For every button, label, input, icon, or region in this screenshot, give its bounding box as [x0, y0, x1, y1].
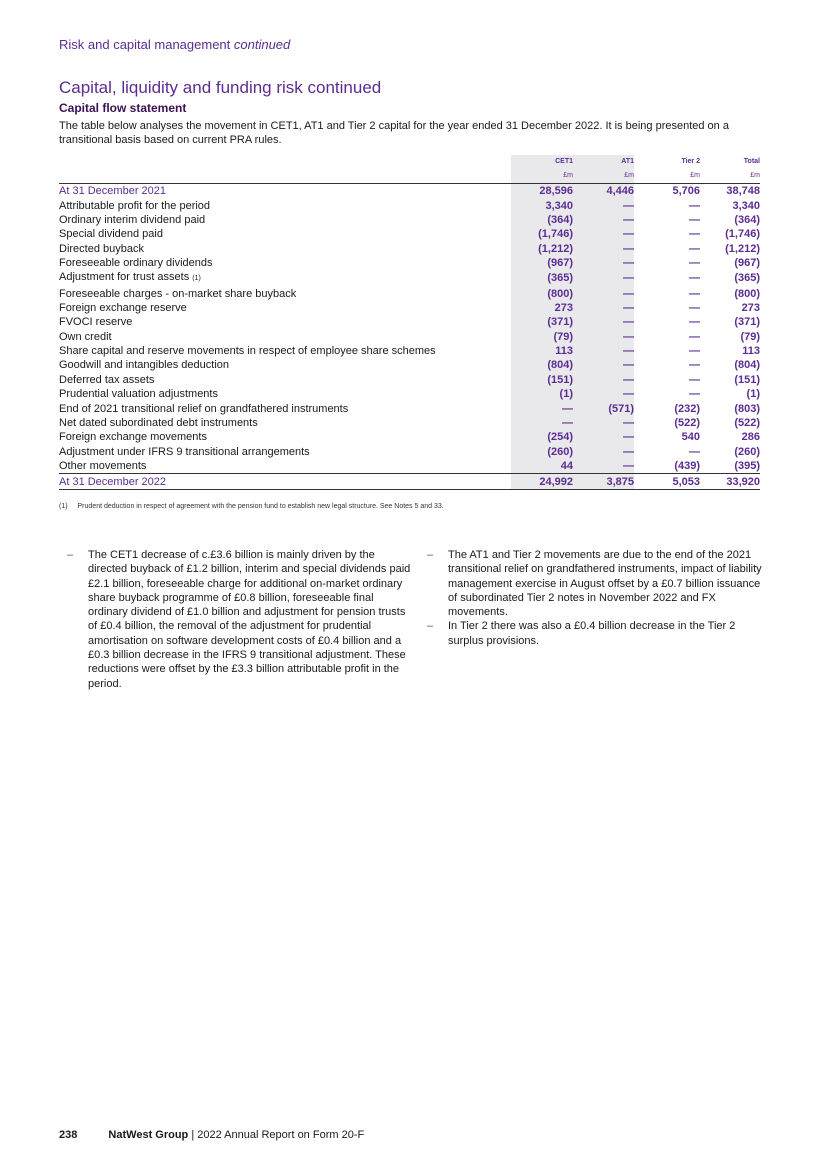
- cell-total: 33,920: [700, 474, 760, 489]
- cell-tier2: —: [689, 359, 700, 372]
- cell-cet1: (371): [547, 316, 573, 329]
- row-label: [59, 301, 511, 315]
- cell-total: (365): [734, 272, 760, 285]
- cell-at1: (571): [608, 402, 634, 415]
- cell-tier2: —: [689, 445, 700, 458]
- cell-at1: —: [623, 287, 634, 300]
- commentary-right-column: [427, 548, 772, 648]
- cell-cet1: (79): [553, 330, 573, 343]
- table-row: [59, 387, 760, 401]
- cell-at1: —: [623, 272, 634, 285]
- cell-tier2: —: [689, 330, 700, 343]
- row-label: [59, 256, 511, 270]
- cell-at1: —: [623, 213, 634, 226]
- cell-at1: —: [623, 316, 634, 329]
- intro-paragraph: The table below analyses the movement in CET1, AT1 and Tier 2 capital for the year ended 31 December 2022. It is being presented on a transitional basis based on current PRA rules.: [59, 120, 729, 146]
- cell-total: (1,212): [725, 242, 760, 255]
- table-row: [59, 242, 760, 256]
- row-label: [59, 242, 511, 256]
- cell-total: (151): [734, 373, 760, 386]
- row-label: [59, 373, 511, 387]
- cell-at1: —: [623, 445, 634, 458]
- row-label: [59, 315, 511, 329]
- footer-separator: |: [188, 1129, 198, 1141]
- row-label: [59, 459, 511, 474]
- cell-at1: —: [623, 359, 634, 372]
- brand-name: NatWest Group: [108, 1129, 189, 1141]
- table-row: [59, 315, 760, 329]
- row-label: [59, 387, 511, 401]
- closing-balance-row: [59, 474, 760, 489]
- bullet-dash: –: [427, 549, 434, 561]
- table-row: [59, 270, 760, 286]
- cell-total: (804): [734, 359, 760, 372]
- row-label: [59, 286, 511, 300]
- cell-total: (800): [734, 287, 760, 300]
- table-row: [59, 213, 760, 227]
- row-label-text: Ordinary interim dividend paid: [59, 213, 206, 226]
- unit-tier2: £m: [690, 172, 700, 179]
- table-row: [59, 459, 760, 474]
- row-label: [59, 198, 511, 212]
- capital-flow-table: [59, 155, 760, 490]
- cell-cet1: (260): [547, 445, 573, 458]
- row-label-text: Foreign exchange reserve: [59, 301, 187, 314]
- cell-total: 286: [741, 431, 760, 444]
- row-label: [59, 330, 511, 344]
- table-row: [59, 227, 760, 241]
- cell-cet1: (254): [547, 431, 573, 444]
- cell-at1: —: [623, 373, 634, 386]
- row-label: At 31 December 2022: [59, 474, 511, 489]
- row-label-text: Own credit: [59, 330, 112, 343]
- cell-total: (1): [746, 388, 760, 401]
- section-title: Capital, liquidity and funding risk continued: [59, 78, 382, 97]
- cell-total: (260): [734, 445, 760, 458]
- cell-tier2: —: [689, 388, 700, 401]
- cell-at1: —: [623, 388, 634, 401]
- table-row: [59, 401, 760, 415]
- cell-tier2: —: [689, 228, 700, 241]
- cell-tier2: —: [689, 287, 700, 300]
- opening-balance-row: [59, 184, 760, 199]
- cell-tier2: 5,706: [634, 184, 700, 199]
- row-label-text: Foreseeable ordinary dividends: [59, 257, 213, 270]
- cell-cet1: (1,212): [538, 242, 573, 255]
- unit-total: £m: [750, 172, 760, 179]
- row-label-text: Directed buyback: [59, 242, 144, 255]
- table-row: [59, 358, 760, 372]
- cell-cet1: (967): [547, 257, 573, 270]
- header-main: Risk and capital management: [59, 37, 231, 52]
- cell-cet1: (365): [547, 272, 573, 285]
- cell-total: (364): [734, 213, 760, 226]
- row-label: [59, 430, 511, 444]
- header-continued: continued: [233, 37, 291, 52]
- table-row: [59, 330, 760, 344]
- cell-at1: 4,446: [573, 184, 634, 199]
- cell-at1: —: [623, 431, 634, 444]
- cell-total: (371): [734, 316, 760, 329]
- cell-cet1: —: [562, 402, 573, 415]
- bullet-dash: –: [427, 620, 434, 633]
- cell-at1: 3,875: [573, 474, 634, 489]
- cell-cet1: 44: [560, 460, 573, 473]
- table-row: [59, 301, 760, 315]
- cell-total: 273: [741, 301, 760, 314]
- row-label: [59, 358, 511, 372]
- cell-total: (967): [734, 257, 760, 270]
- table-footnote: [59, 503, 444, 510]
- cell-cet1: (364): [547, 213, 573, 226]
- cell-at1: —: [623, 460, 634, 473]
- cell-cet1: (1,746): [538, 228, 573, 241]
- cell-cet1: 28,596: [511, 184, 573, 199]
- bullet-item: [427, 548, 772, 619]
- capital-flow-table-container: [59, 155, 760, 490]
- table-row: [59, 198, 760, 212]
- cell-at1: —: [623, 301, 634, 314]
- row-label-text: Foreign exchange movements: [59, 431, 207, 444]
- row-label: [59, 213, 511, 227]
- row-label-text: Attributable profit for the period: [59, 199, 211, 212]
- cell-total: (395): [734, 460, 760, 473]
- table-row: [59, 373, 760, 387]
- cell-cet1: 3,340: [545, 199, 573, 212]
- row-label-text: Deferred tax assets: [59, 373, 155, 386]
- cell-at1: —: [623, 242, 634, 255]
- bullet-item: [427, 619, 772, 648]
- table-row: [59, 430, 760, 444]
- bullet-text: The CET1 decrease of c.£3.6 billion is mainly driven by the directed buyback of £1.2 billion, interim and special dividends paid £2.1 billion, foreseeable charge for additional on-market ordinary share buyback programme of £0.8 billion, foreseeable final ordinary dividend of £1.0 billion and adjustment for pension trusts of £0.4 billion, the removal of the adjustment for prudential amortisation on software development costs of £0.4 billion and a £0.3 billion decrease in the IFRS 9 transitional adjustment. These reductions were offset by the £3.3 billion attributable profit in the period.: [88, 549, 411, 690]
- cell-tier2: —: [689, 272, 700, 285]
- cell-cet1: (151): [547, 373, 573, 386]
- cell-tier2: —: [689, 242, 700, 255]
- cell-tier2: —: [689, 345, 700, 358]
- page-number: 238: [59, 1129, 78, 1141]
- cell-tier2: (439): [674, 460, 700, 473]
- table-row: [59, 445, 760, 459]
- cell-at1: —: [623, 417, 634, 430]
- cell-total: (522): [734, 417, 760, 430]
- cell-at1: —: [623, 345, 634, 358]
- table-row: [59, 286, 760, 300]
- cell-cet1: —: [562, 417, 573, 430]
- footnote-reference: (1): [192, 275, 201, 283]
- row-label-text: Goodwill and intangibles deduction: [59, 359, 230, 372]
- row-label: [59, 270, 511, 286]
- table-header-row: [59, 155, 760, 169]
- cell-cet1: (804): [547, 359, 573, 372]
- cell-tier2: 540: [681, 431, 700, 444]
- row-label-text: Other movements: [59, 460, 147, 473]
- cell-total: 113: [742, 345, 760, 358]
- row-label-text: Share capital and reserve movements in respect of employee share schemes: [59, 345, 436, 358]
- unit-cet1: £m: [563, 172, 573, 179]
- row-label: [59, 401, 511, 415]
- report-title: 2022 Annual Report on Form 20-F: [197, 1129, 365, 1141]
- row-label: [59, 445, 511, 459]
- bullet-text: The AT1 and Tier 2 movements are due to the end of the 2021 transitional relief on grandfathered instruments, impact of liability management exercise in August offset by a £0.7 billion issuance of subordinated Tier 2 notes in November 2022 and FX movements.: [448, 549, 762, 619]
- row-label-text: Prudential valuation adjustments: [59, 388, 218, 401]
- unit-at1: £m: [624, 172, 634, 179]
- row-label-text: Net dated subordinated debt instruments: [59, 417, 258, 430]
- table-unit-row: [59, 169, 760, 184]
- row-label-text: Adjustment under IFRS 9 transitional arrangements: [59, 445, 310, 458]
- row-label: At 31 December 2021: [59, 184, 511, 199]
- cell-tier2: (522): [674, 417, 700, 430]
- table-row: [59, 256, 760, 270]
- cell-total: (803): [734, 402, 760, 415]
- cell-tier2: —: [689, 373, 700, 386]
- footnote-marker: (1): [59, 503, 68, 510]
- cell-tier2: —: [689, 301, 700, 314]
- row-label: [59, 416, 511, 430]
- cell-cet1: 113: [555, 345, 573, 358]
- row-label-text: Foreseeable charges - on-market share buyback: [59, 287, 297, 300]
- cell-total: 3,340: [732, 199, 760, 212]
- cell-total: (79): [740, 330, 760, 343]
- cell-tier2: —: [689, 316, 700, 329]
- cell-cet1: (800): [547, 287, 573, 300]
- column-header-total: Total: [743, 158, 760, 165]
- cell-total: 38,748: [700, 184, 760, 199]
- cell-at1: —: [623, 228, 634, 241]
- row-label: [59, 344, 511, 358]
- page-footer: [59, 1129, 364, 1141]
- running-header: [59, 37, 290, 52]
- cell-tier2: —: [689, 213, 700, 226]
- cell-tier2: (232): [674, 402, 700, 415]
- row-label-text: End of 2021 transitional relief on grandfathered instruments: [59, 402, 349, 415]
- cell-tier2: —: [689, 257, 700, 270]
- footnote-text: Prudent deduction in respect of agreement with the pension fund to establish new legal structure. See Notes 5 and 33.: [77, 503, 444, 510]
- cell-cet1: (1): [559, 388, 573, 401]
- cell-at1: —: [623, 257, 634, 270]
- bullet-item: [67, 548, 412, 691]
- bullet-dash: –: [67, 549, 74, 561]
- row-label-text: Adjustment for trust assets: [59, 271, 190, 284]
- cell-tier2: —: [689, 199, 700, 212]
- bullet-text: In Tier 2 there was also a £0.4 billion decrease in the Tier 2 surplus provisions.: [448, 620, 736, 647]
- table-subtitle: Capital flow statement: [59, 101, 187, 115]
- column-header-cet1: CET1: [555, 158, 573, 165]
- commentary-left-column: [67, 548, 412, 691]
- column-header-at1: AT1: [621, 158, 634, 165]
- cell-cet1: 273: [554, 301, 573, 314]
- column-header-tier2: Tier 2: [681, 158, 700, 165]
- cell-at1: —: [623, 330, 634, 343]
- cell-total: (1,746): [725, 228, 760, 241]
- row-label-text: Special dividend paid: [59, 228, 163, 241]
- cell-tier2: 5,053: [634, 474, 700, 489]
- row-label-text: FVOCI reserve: [59, 316, 133, 329]
- table-row: [59, 416, 760, 430]
- row-label: [59, 227, 511, 241]
- cell-at1: —: [623, 199, 634, 212]
- cell-cet1: 24,992: [511, 474, 573, 489]
- table-row: [59, 344, 760, 358]
